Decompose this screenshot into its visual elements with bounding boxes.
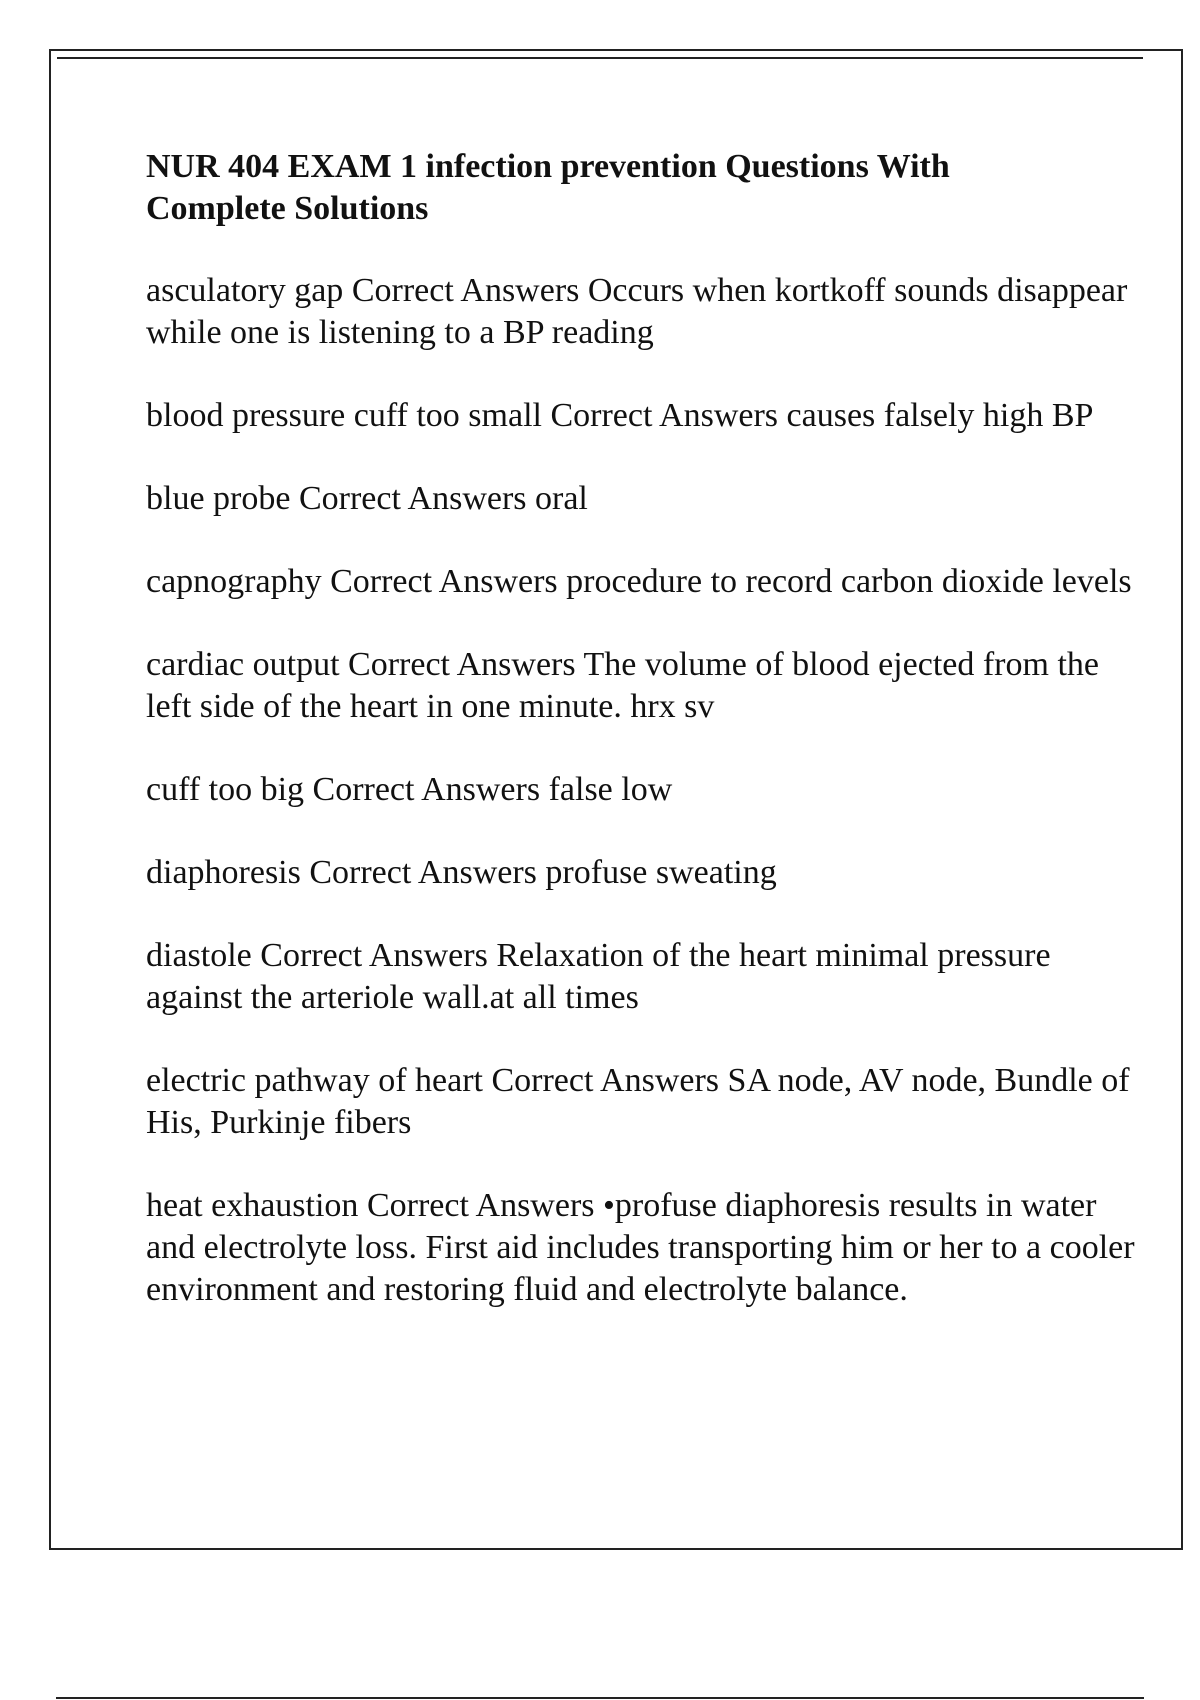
page-frame [49,49,1183,1550]
qa-item [146,270,1146,354]
qa-item [146,561,1146,603]
qa-term: capnography [146,563,322,600]
correct-answers-label: Correct Answers [491,1062,720,1099]
qa-term: cuff too big [146,771,305,808]
title-line-1: NUR 404 EXAM 1 infection prevention Questions With [146,148,950,185]
bottom-rule [56,1697,1144,1699]
qa-answer: procedure to record carbon dioxide levels [566,563,1132,600]
qa-term: cardiac output [146,646,340,683]
correct-answers-label: Correct Answers [298,480,527,517]
qa-term: blue probe [146,480,291,517]
qa-term: blood pressure cuff too small [146,397,542,434]
qa-term: asculatory gap [146,272,344,309]
qa-item [146,852,1146,894]
qa-answer: The volume of blood ejected from the left side of the heart in one minute. hrx sv [146,646,1108,725]
qa-item [146,478,1146,520]
qa-item [146,395,1146,437]
title-line-2: Complete Solutions [146,190,429,227]
correct-answers-label: Correct Answers [330,563,558,600]
document-content [146,146,1146,1352]
qa-item [146,644,1146,728]
correct-answers-label: Correct Answers [351,272,580,309]
correct-answers-label: Correct Answers [260,937,488,974]
qa-item [146,1060,1146,1144]
qa-answer: Occurs when kortkoff sounds disappear while one is listening to a BP reading [146,272,1136,351]
qa-answer: SA node, AV node, Bundle of His, Purkinje fibers [146,1062,1139,1141]
correct-answers-label: Correct Answers [348,646,576,683]
top-rule [57,57,1143,59]
qa-answer: causes falsely high BP [786,397,1094,434]
qa-term: diastole [146,937,252,974]
qa-answer: Relaxation of the heart minimal pressure against the arteriole wall.at all times [146,937,1060,1016]
qa-answer: •profuse diaphoresis results in water and electrolyte loss. First aid includes transporting him or her to a cooler environment and restoring fluid and electrolyte balance. [146,1187,1144,1308]
qa-list [146,270,1146,1311]
qa-item [146,935,1146,1019]
qa-term: heat exhaustion [146,1187,359,1224]
qa-item [146,769,1146,811]
qa-term: electric pathway of heart [146,1062,483,1099]
document-title [146,146,1146,230]
qa-answer: profuse sweating [545,854,777,891]
correct-answers-label: Correct Answers [312,771,541,808]
correct-answers-label: Correct Answers [309,854,537,891]
qa-item [146,1185,1146,1311]
qa-answer: oral [535,480,588,517]
correct-answers-label: Correct Answers [550,397,779,434]
correct-answers-label: Correct Answers [366,1187,595,1224]
qa-answer: false low [548,771,673,808]
qa-term: diaphoresis [146,854,301,891]
